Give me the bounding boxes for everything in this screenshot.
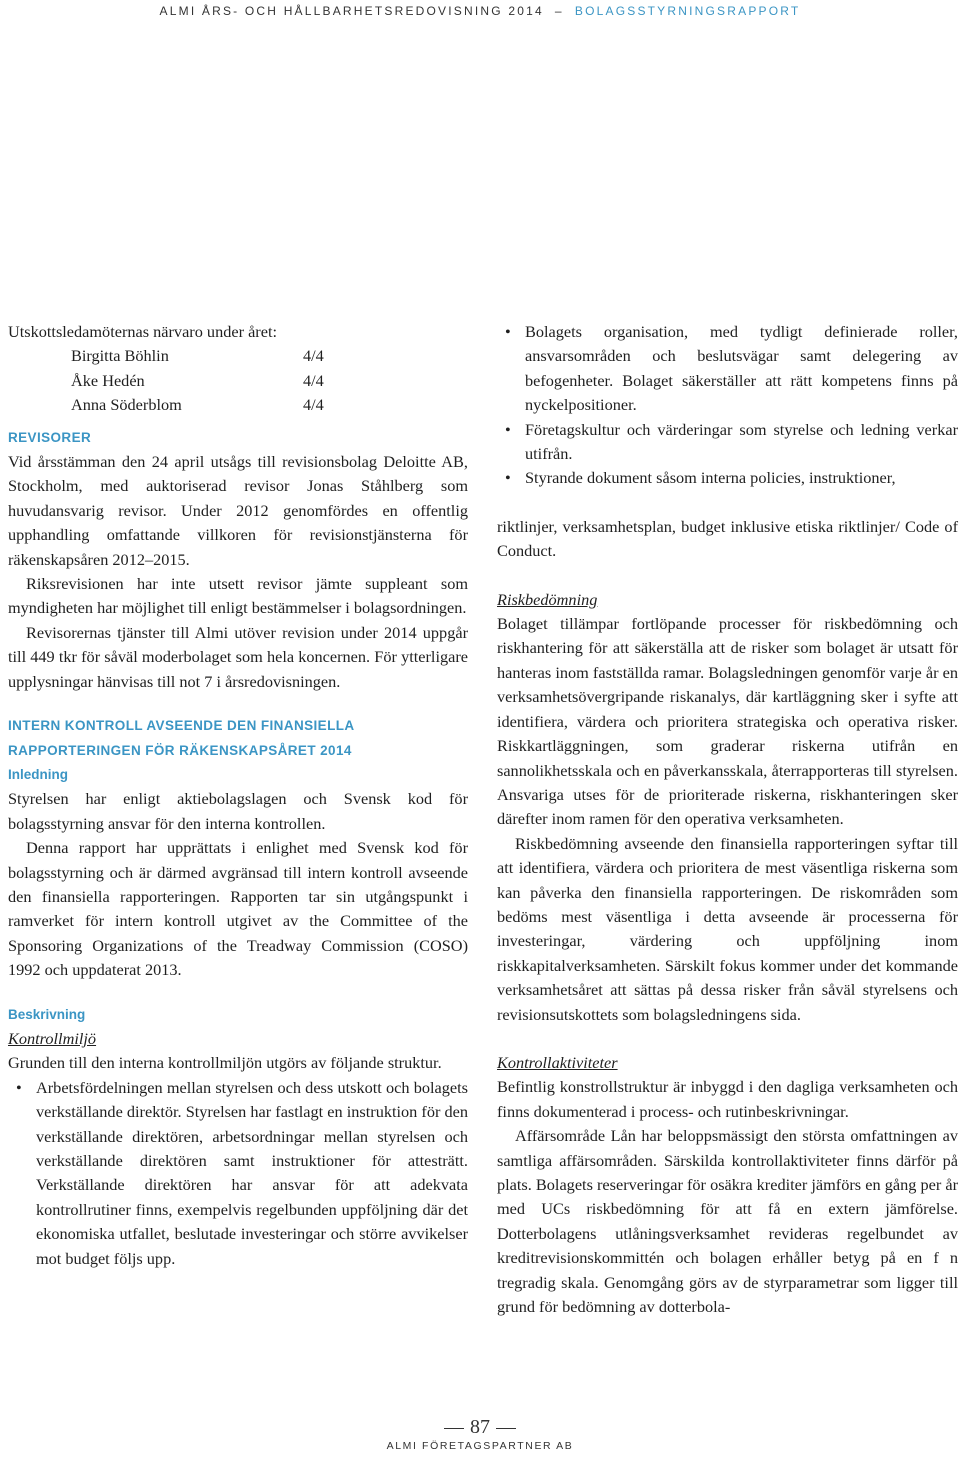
- attendance-table: [71, 344, 468, 417]
- beskrivning-heading: Beskrivning: [8, 1006, 86, 1022]
- page-number-text: 87: [470, 1416, 490, 1438]
- bullet-icon: •: [505, 322, 511, 341]
- running-header: ALMI ÅRS- OCH HÅLLBARHETSREDOVISNING 2014 – BOLAGSSTYRNINGSRAPPORT: [159, 4, 801, 18]
- inledning-heading: Inledning: [8, 766, 68, 782]
- right-column: [497, 320, 958, 1319]
- bullet-icon: •: [505, 468, 511, 488]
- heading-line: INTERN KONTROLL AVSEENDE DEN FINANSIELLA: [8, 718, 355, 734]
- list-item-text: Styrande dokument såsom interna policies, instruktioner,: [525, 468, 896, 488]
- revisorer-paragraph: Revisorernas tjänster till Almi utöver revision under 2014 uppgår till 449 tkr för såväl moderbolaget som hela koncernen. För ytterligare upplysningar hänvisas till not 7 i årsredovisningen.: [8, 622, 468, 691]
- kontrollaktiviteter-paragraph: Befintlig konstrollstruktur är inbyggd i den dagliga verksamheten och finns dokumenterad i process- och rutinbeskrivningar.: [497, 1077, 958, 1121]
- kontrollaktiviteter-heading: Kontrollaktiviteter: [497, 1052, 618, 1072]
- kontrollmiljo-heading: Kontrollmiljö: [8, 1028, 97, 1048]
- left-column: [8, 320, 468, 1271]
- riskbedomning-paragraph: Bolaget tillämpar fortlöpande processer för riskbedömning och riskhantering för att säkerställa att de risker som bolaget är utsatt för hanteras inom fastställda ramar. Bolagsledningen genomför varje år en verksamhetsövergripande riskanalys, där kartläggning sker i syfte att identifiera, värdera och prioritera strategiska och operativa risker. Riskkartläggningen, som graderar riskerna utifrån en sannolikhetsskala och en påverkansskala, återrapporteras till styrelsen. Ansvariga utses för de prioriterade riskerna, riskhanteringen sker därefter inom ramen för den operativa verksamheten.: [497, 614, 958, 829]
- page-number: [0, 1416, 960, 1439]
- list-item: [497, 418, 958, 467]
- continuation-paragraph: riktlinjer, verksamhetsplan, budget inklusive etiska riktlinjer/ Code of Conduct.: [497, 516, 958, 561]
- revisorer-heading: REVISORER: [8, 429, 92, 445]
- attendance-row: [71, 393, 468, 417]
- kontrollaktiviteter-paragraph: Affärsområde Lån har beloppsmässigt den största omfattningen av samtliga affärsområden. Särskilda kontrollaktiviteter finns därför på plats. Bolagets reserveringar för osäkra krediter jämförs en gång per år med UCs riskbedömning för att få en extern jämförelse. Dotterbolagens utlåningsverksamhet revideras regelbundet av kreditrevisionskommittén och bolagen erhåller betyg på en f n tregradig skala. Genomgång görs av de styrparametrar som ligger till grund för bedömning av dotterbola-: [497, 1126, 958, 1317]
- revisorer-paragraph: Vid årsstämman den 24 april utsågs till revisionsbolag Deloitte AB, Stockholm, med auktoriserad revisor Jonas Ståhlberg som huvudansvarig revisor. Under 2012 genomfördes en offentlig upphandling omfattande villkoren för revisionstjänsterna för räkenskapsåren 2012–2015.: [8, 452, 468, 569]
- inledning-paragraph: Denna rapport har upprättats i enlighet med Svensk kod för bolagsstyrning och är därmed avgränsad till intern kontroll avseende den finansiella rapporteringen. Rapporten tar sin utgångspunkt i ramverket för intern kontroll utgivet av the Committee of the Sponsoring Organizations of the Treadway Commission (COSO) 1992 och uppdaterat 2013.: [8, 838, 468, 980]
- list-item: [497, 466, 958, 490]
- riskbedomning-heading: Riskbedömning: [497, 589, 598, 609]
- structure-list: [497, 320, 958, 491]
- bullet-icon: •: [505, 419, 511, 439]
- inledning-paragraph: Styrelsen har enligt aktiebolagslagen och Svensk kod för bolagsstyrning ansvar för den interna kontrollen.: [8, 789, 468, 833]
- attendee-name: Anna Söderblom: [71, 395, 182, 415]
- intern-kontroll-heading: [8, 714, 468, 763]
- attendee-value: 4/4: [303, 370, 324, 390]
- list-item-text: Företagskultur och värderingar som styrelse och ledning verkar utifrån.: [525, 419, 958, 464]
- kontrollmiljo-paragraph: Grunden till den interna kontrollmiljön utgörs av följande struktur.: [8, 1053, 442, 1073]
- bullet-icon: •: [16, 1077, 22, 1097]
- attendee-value: 4/4: [303, 395, 324, 415]
- attendance-row: [71, 344, 468, 368]
- attendee-name: Birgitta Böhlin: [71, 346, 169, 366]
- attendee-value: 4/4: [303, 346, 324, 366]
- footer-company: ALMI FÖRETAGSPARTNER AB: [386, 1440, 574, 1452]
- attendance-intro: Utskottsledamöternas närvaro under året:: [8, 322, 277, 341]
- list-item: [8, 1076, 468, 1271]
- kontrollmiljo-list: [8, 1076, 468, 1271]
- riskbedomning-paragraph: Riskbedömning avseende den finansiella rapporteringen syftar till att identifiera, värdera och prioritera de mest väsentliga riskerna som kan påverka den finansiella rapporteringen. De riskområden som bedöms mest väsentliga i detta avseende är processerna för investeringar, värdering och uppföljning inom riskkapitalverksamheten. Särskilt fokus kommer under det kommande verksamhetsåret att sättas på dessa risker från såväl styrelsens och revisionsutskottets som bolagsledningens sida.: [497, 833, 958, 1024]
- attendance-row: [71, 369, 468, 393]
- list-item-text: Bolagets organisation, med tydligt definierade roller, ansvarsområden och beslutsvägar samt delegering av befogenheter. Bolaget säkerställer att rätt kompetens finns på nyckelpositioner.: [525, 322, 958, 415]
- attendee-name: Åke Hedén: [71, 370, 145, 390]
- revisorer-paragraph: Riksrevisionen har inte utsett revisor jämte suppleant som myndigheten har möjlighet till enligt bestämmelser i bolagsordningen.: [8, 574, 468, 618]
- header-title: ALMI ÅRS- OCH HÅLLBARHETSREDOVISNING 2014: [159, 4, 544, 18]
- heading-line: RAPPORTERINGEN FÖR RÄKENSKAPSÅRET 2014: [8, 742, 352, 758]
- list-item-text: Arbetsfördelningen mellan styrelsen och dess utskott och bolagets verkställande direktör. Styrelsen har fastlagt en instruktion för den verkställande direktören, arbetsordningar mellan styrelsen och verkställande direktören samt instruktioner för attesträtt. Verkställande direktören har ansvar för att adekvata kontrollrutiner finns, exempelvis regelbunden uppföljning där det ekonomiska utfallet, beslutade investeringar och större avvikelser mot budget följs upp.: [36, 1077, 468, 1268]
- header-section: BOLAGSSTYRNINGSRAPPORT: [574, 4, 801, 18]
- list-item: [497, 320, 958, 418]
